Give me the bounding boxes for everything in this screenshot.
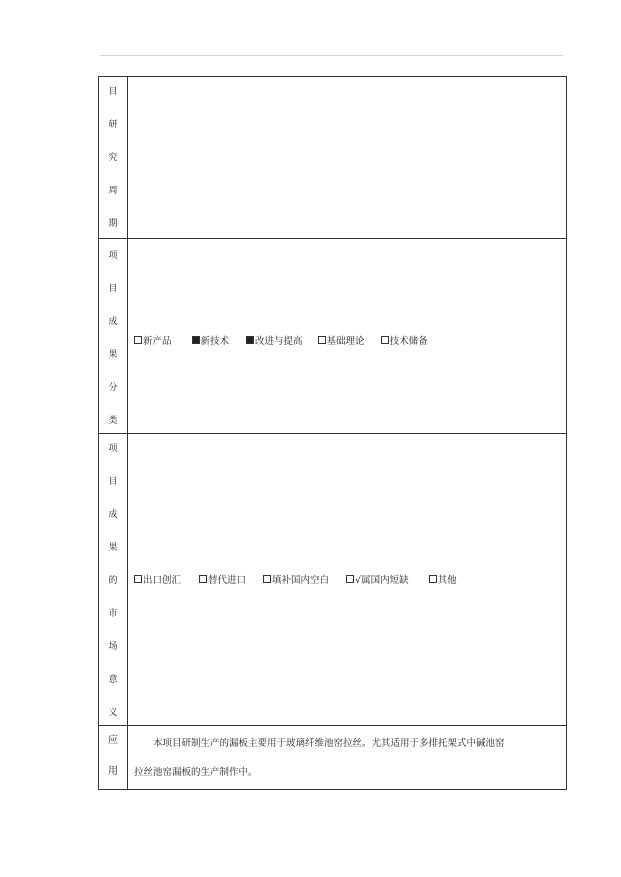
option-new-technology[interactable] [192, 333, 230, 347]
result-classification-row [99, 239, 567, 434]
option-label: 替代进口 [208, 575, 247, 586]
option-label: 出口创汇 [143, 575, 182, 586]
option-label: 填补国内空白 [272, 575, 330, 586]
option-label: √属国内短缺 [355, 575, 409, 586]
research-period-label [99, 77, 128, 239]
label-char: 用 [108, 766, 118, 777]
label-char: 果 [108, 543, 118, 553]
label-char: 目 [108, 477, 118, 487]
project-form-table [98, 76, 567, 790]
checkbox-domestic-shortage[interactable] [346, 575, 354, 583]
option-label: 新技术 [200, 336, 230, 347]
label-char: 研 [108, 120, 118, 130]
option-domestic-shortage[interactable] [346, 572, 409, 586]
market-options [134, 572, 457, 586]
option-fill-domestic-gap[interactable] [263, 572, 329, 586]
option-label: 基础理论 [326, 336, 365, 347]
label-char: 期 [108, 219, 118, 229]
option-tech-reserve[interactable] [381, 333, 428, 347]
header-rule [100, 55, 563, 56]
checkbox-new-product[interactable] [134, 336, 142, 344]
label-char: 成 [108, 510, 118, 520]
label-char: 类 [108, 416, 118, 426]
label-char: 究 [108, 153, 118, 163]
label-char: 项 [108, 251, 118, 261]
checkbox-export[interactable] [134, 575, 142, 583]
checkbox-improvement[interactable] [246, 336, 254, 344]
checkbox-import-substitution[interactable] [199, 575, 207, 583]
market-significance-content [128, 434, 567, 726]
option-export[interactable] [134, 572, 181, 586]
application-label [99, 726, 128, 790]
label-char: 意 [108, 675, 118, 685]
option-label: 改进与提高 [255, 336, 303, 347]
label-char: 目 [108, 284, 118, 294]
checkbox-other[interactable] [429, 575, 437, 583]
option-new-product[interactable] [134, 333, 172, 347]
classification-options [134, 333, 428, 347]
option-other[interactable] [429, 572, 457, 586]
option-improvement[interactable] [246, 333, 303, 347]
label-char: 分 [108, 383, 118, 393]
result-classification-label [99, 239, 128, 434]
label-char: 目 [108, 87, 118, 97]
option-basic-theory[interactable] [318, 333, 365, 347]
application-line-2: 拉丝池窑漏板的生产制作中。 [134, 767, 258, 778]
label-char: 义 [108, 708, 118, 718]
market-significance-label [99, 434, 128, 726]
label-char: 周 [108, 186, 118, 196]
market-significance-row [99, 434, 567, 726]
label-char: 果 [108, 350, 118, 360]
research-period-row [99, 77, 567, 239]
label-char: 市 [108, 609, 118, 619]
option-label: 其他 [437, 575, 457, 586]
application-row [99, 726, 567, 790]
option-label: 技术储备 [389, 336, 428, 347]
checkbox-new-technology[interactable] [192, 336, 200, 344]
application-content[interactable] [128, 726, 567, 790]
research-period-content[interactable] [128, 77, 567, 239]
label-char: 场 [108, 642, 118, 652]
result-classification-content [128, 239, 567, 434]
option-import-substitution[interactable] [199, 572, 246, 586]
label-char: 项 [108, 444, 118, 454]
label-char: 的 [108, 576, 118, 586]
checkbox-tech-reserve[interactable] [381, 336, 389, 344]
application-text [128, 726, 566, 787]
label-char: 成 [108, 317, 118, 327]
checkbox-basic-theory[interactable] [318, 336, 326, 344]
checkbox-fill-domestic-gap[interactable] [263, 575, 271, 583]
application-line-1: 本项目研制生产的漏板主要用于玻璃纤维池窑拉丝。尤其适用于多排托架式中碱池窑 [153, 738, 505, 749]
option-label: 新产品 [143, 336, 172, 347]
label-char: 应 [108, 735, 118, 746]
